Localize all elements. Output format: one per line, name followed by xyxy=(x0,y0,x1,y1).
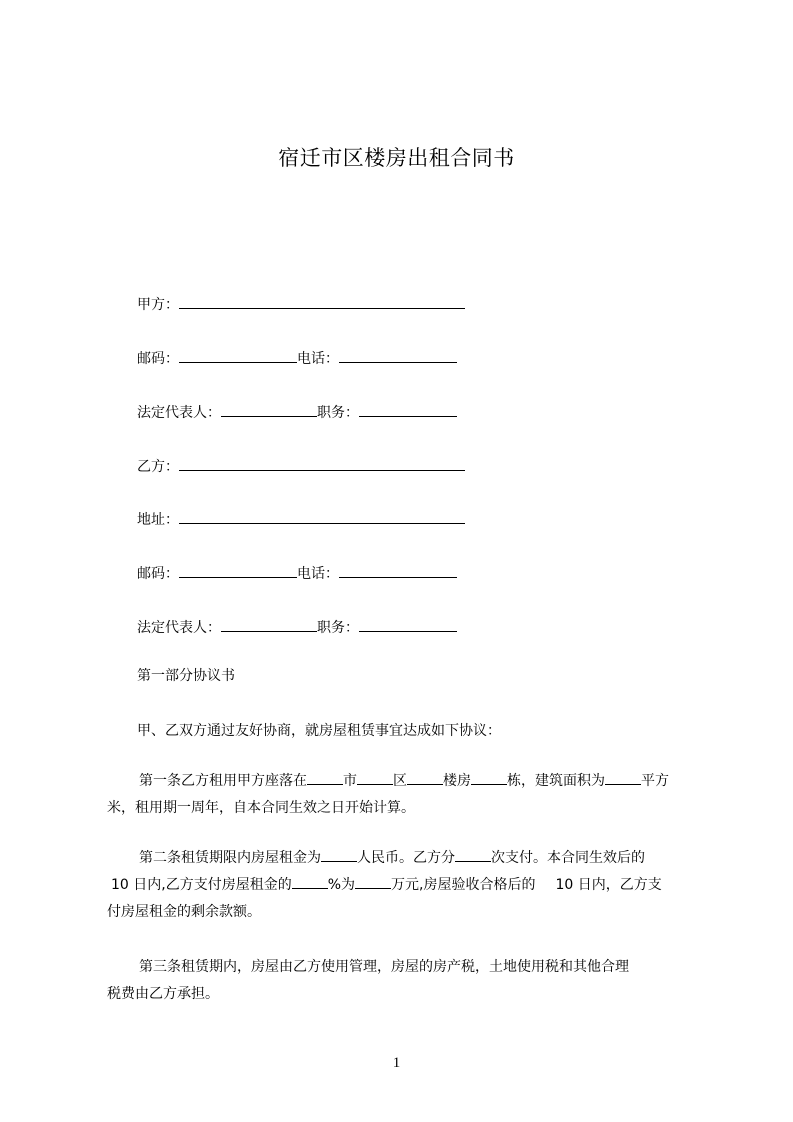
article-2-line-3: 付房屋租金的剩余款额。 xyxy=(107,904,261,920)
intro-paragraph: 甲、乙双方通过友好协商，就房屋租赁事宜达成如下协议： xyxy=(137,723,501,739)
article-1-text-6: 平方 xyxy=(641,773,669,789)
article-2-text-1: 第二条租赁期限内房屋租金为 xyxy=(139,850,321,866)
party-a-name-blank[interactable] xyxy=(179,292,465,309)
article-3-line-2: 税费由乙方承担。 xyxy=(107,986,219,1002)
article-2-text-7: 10 日内，乙方支 xyxy=(555,877,662,893)
article-3-line-1: 第三条租赁期内，房屋由乙方使用管理，房屋的房产税，土地使用税和其他合理 xyxy=(139,959,629,975)
article-2-percent-blank[interactable] xyxy=(292,874,328,889)
party-b-position-blank[interactable] xyxy=(359,615,457,632)
party-b-name-field xyxy=(137,454,465,477)
article-1 xyxy=(107,768,707,822)
section-heading: 第一部分协议书 xyxy=(137,668,235,684)
party-a-name-label: 甲方： xyxy=(137,297,179,313)
party-a-postcode-blank[interactable] xyxy=(179,346,297,363)
article-2-text-6: 万元,房屋验收合格后的 xyxy=(391,877,536,893)
party-b-address-field xyxy=(137,507,465,530)
party-a-name-field xyxy=(137,292,465,315)
party-a-postcode-label: 邮码： xyxy=(137,351,179,367)
article-1-building-blank[interactable] xyxy=(407,770,443,785)
party-a-position-label: 职务： xyxy=(317,405,359,421)
party-b-rep-blank[interactable] xyxy=(221,615,317,632)
article-2-installments-blank[interactable] xyxy=(455,847,491,862)
party-b-rep-field xyxy=(137,615,457,638)
party-b-phone-blank[interactable] xyxy=(339,561,457,578)
article-2 xyxy=(107,845,707,926)
party-b-postcode-blank[interactable] xyxy=(179,561,297,578)
party-a-phone-label: 电话： xyxy=(297,351,339,367)
article-1-text-2: 市 xyxy=(343,773,357,789)
party-b-name-label: 乙方： xyxy=(137,459,179,475)
party-a-rep-label: 法定代表人： xyxy=(137,405,221,421)
article-2-text-4: 10 日内,乙方支付房屋租金的 xyxy=(111,877,292,893)
party-a-position-blank[interactable] xyxy=(359,400,457,417)
article-2-text-3: 次支付。本合同生效后的 xyxy=(491,850,645,866)
article-1-text-3: 区 xyxy=(393,773,407,789)
party-a-rep-blank[interactable] xyxy=(221,400,317,417)
article-1-district-blank[interactable] xyxy=(357,770,393,785)
document-title: 宿迁市区楼房出租合同书 xyxy=(278,146,515,170)
article-1-line-2: 米，租用期一周年，自本合同生效之日开始计算。 xyxy=(107,800,415,816)
party-b-position-label: 职务： xyxy=(317,620,359,636)
page-number: 1 xyxy=(392,1055,401,1071)
party-b-address-label: 地址： xyxy=(137,512,179,528)
article-1-text-4: 楼房 xyxy=(443,773,471,789)
article-2-text-5: %为 xyxy=(327,877,356,893)
article-2-amount-blank[interactable] xyxy=(355,874,391,889)
article-2-rent-blank[interactable] xyxy=(321,847,357,862)
party-b-name-blank[interactable] xyxy=(179,454,465,471)
article-1-text-1: 第一条乙方租用甲方座落在 xyxy=(139,773,307,789)
article-1-text-5: 栋，建筑面积为 xyxy=(507,773,605,789)
article-1-area-blank[interactable] xyxy=(605,770,641,785)
party-a-rep-field xyxy=(137,400,457,423)
party-a-phone-blank[interactable] xyxy=(339,346,457,363)
party-b-rep-label: 法定代表人： xyxy=(137,620,221,636)
article-2-text-2: 人民币。乙方分 xyxy=(357,850,455,866)
article-3 xyxy=(107,954,707,1008)
article-1-unit-blank[interactable] xyxy=(471,770,507,785)
party-a-contact-field xyxy=(137,346,457,369)
party-b-contact-field xyxy=(137,561,457,584)
party-b-postcode-label: 邮码： xyxy=(137,566,179,582)
article-1-city-blank[interactable] xyxy=(307,770,343,785)
party-b-phone-label: 电话： xyxy=(297,566,339,582)
party-b-address-blank[interactable] xyxy=(179,507,465,524)
